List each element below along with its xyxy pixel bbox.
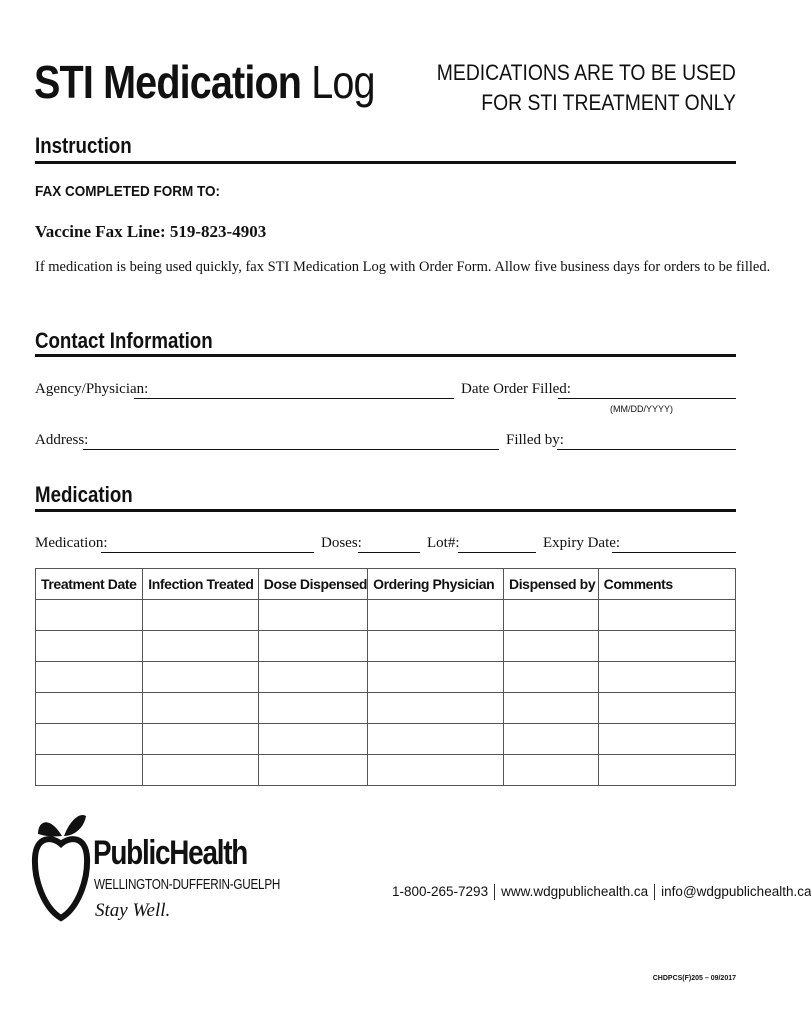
lot-label: Lot#: xyxy=(427,535,460,551)
table-cell[interactable] xyxy=(143,600,258,631)
date-format-hint: (MM/DD/YYYY) xyxy=(610,404,673,414)
table-cell[interactable] xyxy=(598,755,735,786)
table-cell[interactable] xyxy=(258,600,367,631)
title-bold: STI Medication xyxy=(34,56,302,108)
table-cell[interactable] xyxy=(36,631,143,662)
table-cell[interactable] xyxy=(598,693,735,724)
table-cell[interactable] xyxy=(258,662,367,693)
table-cell[interactable] xyxy=(598,724,735,755)
table-cell[interactable] xyxy=(503,631,598,662)
table-cell[interactable] xyxy=(36,600,143,631)
filled-by-label: Filled by: xyxy=(506,432,564,448)
table-cell[interactable] xyxy=(36,693,143,724)
col-dispensed-by: Dispensed by xyxy=(503,569,598,600)
apple-logo-icon xyxy=(30,806,92,930)
table-cell[interactable] xyxy=(258,724,367,755)
table-row xyxy=(36,755,736,786)
instruction-heading: Instruction xyxy=(35,133,132,158)
table-cell[interactable] xyxy=(503,693,598,724)
instruction-rule xyxy=(35,161,736,164)
instruction-note: If medication is being used quickly, fax STI Medication Log with Order Form. Allow five business days for orders to be filled. xyxy=(35,259,771,275)
agency-field[interactable] xyxy=(134,398,454,399)
col-dose-dispensed: Dose Dispensed xyxy=(258,569,367,600)
table-cell[interactable] xyxy=(503,724,598,755)
logo-region: WELLINGTON-DUFFERIN-GUELPH xyxy=(94,876,281,893)
fax-label: FAX COMPLETED FORM TO: xyxy=(35,183,221,200)
expiry-field[interactable] xyxy=(612,552,736,553)
lot-field[interactable] xyxy=(458,552,536,553)
contact-heading: Contact Information xyxy=(35,328,213,353)
address-label: Address: xyxy=(35,432,89,448)
date-order-field[interactable] xyxy=(558,398,736,399)
notice-line-1: MEDICATIONS ARE TO BE USED xyxy=(436,60,736,85)
table-cell[interactable] xyxy=(143,755,258,786)
table-row xyxy=(36,693,736,724)
table-cell[interactable] xyxy=(36,724,143,755)
doses-label: Doses: xyxy=(321,535,362,551)
table-cell[interactable] xyxy=(36,755,143,786)
email-link[interactable]: info@wdgpublichealth.ca xyxy=(661,884,811,899)
table-cell[interactable] xyxy=(598,600,735,631)
contact-line xyxy=(392,884,811,900)
date-order-label: Date Order Filled: xyxy=(461,381,571,397)
table-cell[interactable] xyxy=(258,631,367,662)
logo-tagline: Stay Well. xyxy=(95,900,171,921)
website-link[interactable]: www.wdgpublichealth.ca xyxy=(501,884,649,899)
address-field[interactable] xyxy=(83,449,499,450)
medication-rule xyxy=(35,509,736,512)
contact-rule xyxy=(35,354,736,357)
agency-label: Agency/Physician: xyxy=(35,381,149,397)
table-cell[interactable] xyxy=(368,631,504,662)
table-cell[interactable] xyxy=(368,693,504,724)
medication-log-table xyxy=(35,568,736,786)
separator xyxy=(654,884,655,900)
table-cell[interactable] xyxy=(368,662,504,693)
separator xyxy=(494,884,495,900)
fax-line: Vaccine Fax Line: 519-823-4903 xyxy=(35,222,267,241)
table-cell[interactable] xyxy=(368,724,504,755)
table-row xyxy=(36,724,736,755)
form-code: CHDPCS(F)205 – 09/2017 xyxy=(652,975,736,982)
table-row xyxy=(36,600,736,631)
table-cell[interactable] xyxy=(368,755,504,786)
table-cell[interactable] xyxy=(258,755,367,786)
table-row xyxy=(36,662,736,693)
table-cell[interactable] xyxy=(258,693,367,724)
table-cell[interactable] xyxy=(143,693,258,724)
medication-field[interactable] xyxy=(101,552,314,553)
table-cell[interactable] xyxy=(503,662,598,693)
phone-text: 1-800-265-7293 xyxy=(392,884,489,899)
expiry-label: Expiry Date: xyxy=(543,535,621,551)
usage-notice xyxy=(437,58,736,118)
table-cell[interactable] xyxy=(143,631,258,662)
table-cell[interactable] xyxy=(36,662,143,693)
table-cell[interactable] xyxy=(503,600,598,631)
col-treatment-date: Treatment Date xyxy=(36,569,143,600)
page-title xyxy=(34,52,375,112)
medication-label: Medication: xyxy=(35,535,108,551)
notice-line-2: FOR STI TREATMENT ONLY xyxy=(481,90,736,115)
logo-name: PublicHealth xyxy=(93,834,248,872)
medication-heading: Medication xyxy=(35,482,133,507)
doses-field[interactable] xyxy=(358,552,420,553)
col-ordering-physician: Ordering Physician xyxy=(368,569,504,600)
table-cell[interactable] xyxy=(143,724,258,755)
table-cell[interactable] xyxy=(598,662,735,693)
title-light: Log xyxy=(311,56,375,108)
table-cell[interactable] xyxy=(143,662,258,693)
filled-by-field[interactable] xyxy=(557,449,736,450)
col-infection-treated: Infection Treated xyxy=(143,569,258,600)
col-comments: Comments xyxy=(598,569,735,600)
table-cell[interactable] xyxy=(598,631,735,662)
table-row xyxy=(36,631,736,662)
table-cell[interactable] xyxy=(368,600,504,631)
table-cell[interactable] xyxy=(503,755,598,786)
table-header-row xyxy=(36,569,736,600)
